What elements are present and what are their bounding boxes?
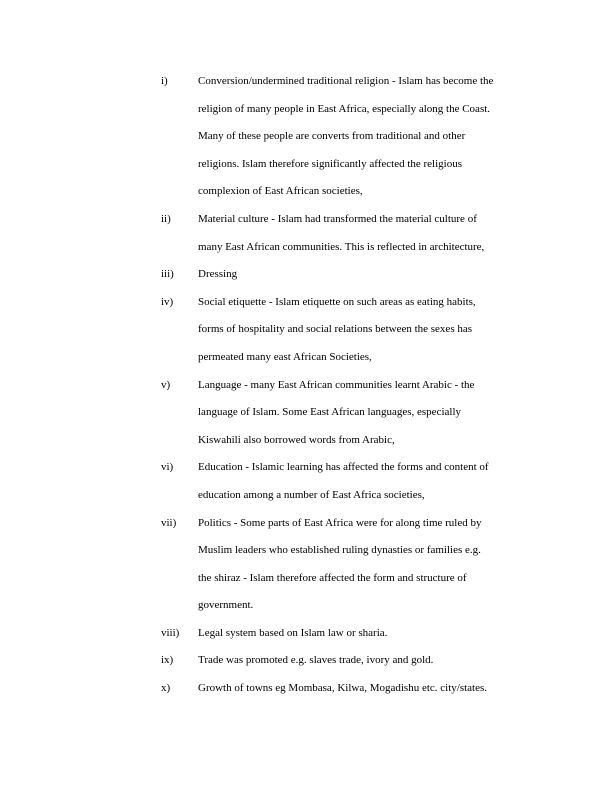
list-item (161, 675, 541, 703)
list-item-text: Trade was promoted e.g. slaves trade, ivory and gold. (198, 654, 434, 667)
list-item (161, 372, 541, 455)
list-item-marker: vii) (161, 516, 177, 529)
list-item-marker: i) (161, 75, 168, 87)
list-item-text: Education - Islamic learning has affected the forms and content of education among a number of East Africa societies, (198, 461, 489, 501)
list-item (161, 261, 541, 289)
list-item-text: Conversion/undermined traditional religion - Islam has become the religion of many people in East Africa, especially along the Coast. Many of these people are converts from traditional and other religions. Islam therefore significantly affected the religious complexion of East African societies, (198, 75, 494, 198)
list-item (161, 647, 541, 675)
list-item (161, 454, 541, 509)
list-item (161, 289, 541, 372)
list-item-text: Growth of towns eg Mombasa, Kilwa, Mogadishu etc. city/states. (198, 682, 488, 695)
list-item (161, 68, 541, 206)
list-item-text: Language - many East African communities learnt Arabic - the language of Islam. Some East African languages, especially Kiswahili also borrowed words from Arabic, (198, 378, 475, 446)
list-item-text: Politics - Some parts of East Africa were for along time ruled by Muslim leaders who established ruling dynasties or families e.g. the shiraz - Islam therefore affected the form and structure of government. (198, 516, 482, 612)
list-item-marker: iv) (161, 295, 174, 308)
list-item-marker: iii) (161, 268, 174, 281)
list-item (161, 206, 541, 261)
effects-list (161, 68, 541, 703)
list-item-marker: vi) (161, 461, 174, 474)
list-item-marker: ii) (161, 212, 171, 225)
list-item-marker: x) (161, 682, 171, 695)
list-item-marker: ix) (161, 654, 174, 667)
list-item-text: Legal system based on Islam law or sharia. (198, 626, 388, 639)
list-item-marker: v) (161, 378, 171, 391)
list-item-text: Dressing (198, 268, 238, 281)
list-item (161, 620, 541, 648)
list-item (161, 510, 541, 620)
list-item-text: Material culture - Islam had transformed the material culture of many East African communities. This is reflected in architecture, (198, 212, 485, 253)
list-item-text: Social etiquette - Islam etiquette on such areas as eating habits, forms of hospitality and social relations between the sexes has permeated many east African Societies, (198, 295, 476, 363)
list-item-marker: viii) (161, 626, 180, 639)
